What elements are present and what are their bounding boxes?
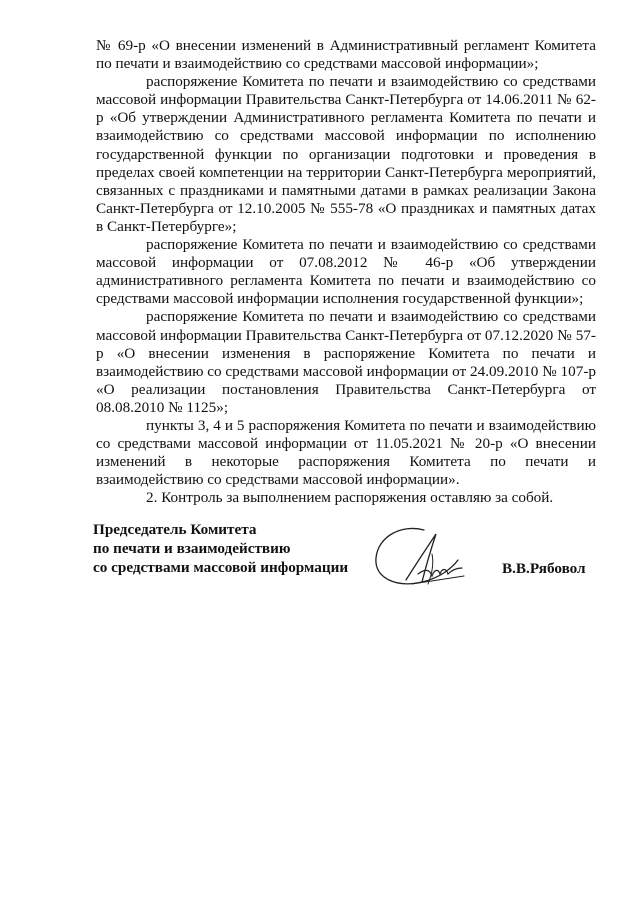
signatory-title-line-1: Председатель Комитета (93, 521, 257, 538)
paragraph-item-46r: распоряжение Комитета по печати и взаимодействию со средствами массовой информации от 07.08.2012 № 46-р «Об утверждении административного регламента Комитета по печати и взаимодействию со средствами массовой информации исполнения государственной функции»; (96, 236, 596, 308)
paragraph-item-20r: пункты 3, 4 и 5 распоряжения Комитета по печати и взаимодействию со средствами массовой информации от 11.05.2021 № 20-р «О внесении изменений в некоторые распоряжения Комитета по печати и взаимодействию со средствами массовой информации». (96, 416, 596, 489)
signatory-title-line-2: по печати и взаимодействию (93, 540, 291, 557)
document-body (96, 37, 596, 507)
paragraph-item-62r: распоряжение Комитета по печати и взаимодействию со средствами массовой информации Правительства Санкт-Петербурга от 14.06.2011 № 62-р «Об утверждении Административного регламента Комитета по печати и взаимодействию со средствами массовой информации по исполнению государственной функции по организации подготовки и проведения в пределах своей компетенции на территории Санкт-Петербурга мероприятий, связанных с праздниками и памятными датами в рамках реализации Закона Санкт-Петербурга от 12.10.2005 № 555-78 «О праздниках и памятных датах в Санкт-Петербурге»; (96, 73, 596, 235)
paragraph-item-57r: распоряжение Комитета по печати и взаимодействию со средствами массовой информации Правительства Санкт-Петербурга от 07.12.2020 № 57-р «О внесении изменения в распоряжение Комитета по печати и взаимодействию со средствами массовой информации от 24.09.2010 № 107-р «О реализации постановления Правительства Санкт-Петербурга от 08.08.2010 № 1125»; (96, 308, 596, 416)
handwritten-signature-icon (372, 524, 468, 590)
signatory-title (93, 520, 348, 577)
paragraph-control-clause: 2. Контроль за выполнением распоряжения оставляю за собой. (146, 489, 554, 507)
paragraph-item-69r: № 69-р «О внесении изменений в Административный регламент Комитета по печати и взаимодействию со средствами массовой информации»; (96, 37, 596, 73)
signer-name: В.В.Рябовол (502, 560, 586, 577)
signatory-title-line-3: со средствами массовой информации (93, 559, 349, 576)
